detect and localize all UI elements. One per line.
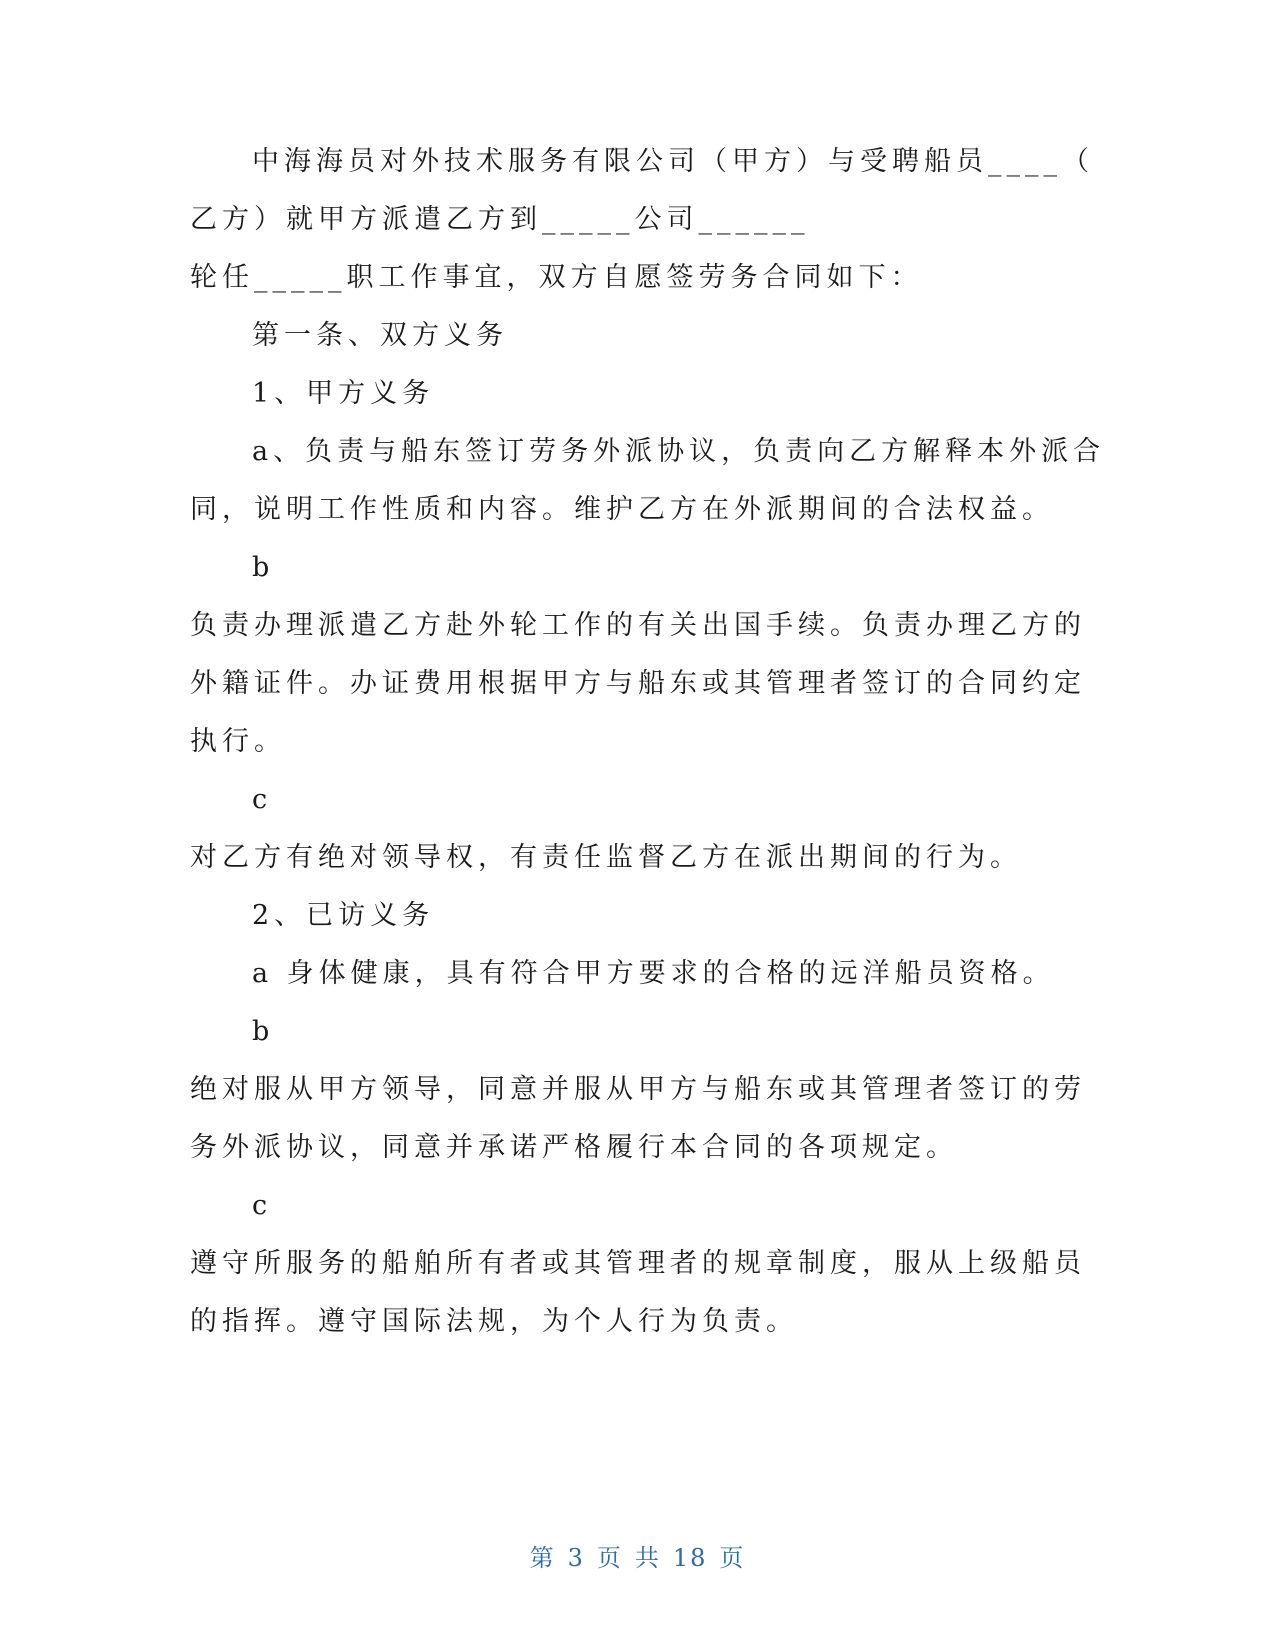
paragraph-line: 遵守所服务的船舶所有者或其管理者的规章制度，服从上级船员 bbox=[190, 1248, 1086, 1279]
item-marker: c bbox=[252, 1190, 273, 1221]
paragraph-line: a、负责与船东签订劳务外派协议，负责向乙方解释本外派合 bbox=[252, 436, 1106, 467]
subsection-heading: 2、已访义务 bbox=[252, 900, 435, 931]
page-footer bbox=[0, 1538, 1275, 1573]
footer-label-ye2: 页 bbox=[719, 1544, 746, 1572]
footer-total-pages: 18 bbox=[672, 1544, 708, 1572]
paragraph-line: 的指挥。遵守国际法规，为个人行为负责。 bbox=[190, 1306, 798, 1337]
footer-label-total: 共 bbox=[634, 1544, 661, 1572]
paragraph-line: 乙方）就甲方派遣乙方到_____公司______ bbox=[190, 204, 810, 235]
item-marker: c bbox=[252, 784, 273, 815]
footer-label-page: 第 bbox=[529, 1544, 556, 1572]
subsection-heading: 1、甲方义务 bbox=[252, 378, 435, 409]
paragraph-line: 轮任_____职工作事宜，双方自愿签劳务合同如下： bbox=[190, 262, 923, 293]
paragraph-line: 执行。 bbox=[190, 726, 286, 757]
paragraph-line: 对乙方有绝对领导权，有责任监督乙方在派出期间的行为。 bbox=[190, 842, 1022, 873]
item-marker: b bbox=[252, 552, 275, 583]
paragraph-line: 中海海员对外技术服务有限公司（甲方）与受聘船员____（ bbox=[252, 146, 1094, 177]
footer-current-page: 3 bbox=[567, 1544, 585, 1572]
paragraph-line: 负责办理派遣乙方赴外轮工作的有关出国手续。负责办理乙方的 bbox=[190, 610, 1086, 641]
item-marker: b bbox=[252, 1016, 275, 1047]
paragraph-line: 绝对服从甲方领导，同意并服从甲方与船东或其管理者签订的劳 bbox=[190, 1074, 1086, 1105]
footer-label-ye: 页 bbox=[596, 1544, 623, 1572]
paragraph-line: a 身体健康，具有符合甲方要求的合格的远洋船员资格。 bbox=[252, 958, 1055, 989]
section-heading: 第一条、双方义务 bbox=[252, 320, 508, 351]
paragraph-line: 务外派协议，同意并承诺严格履行本合同的各项规定。 bbox=[190, 1132, 958, 1163]
paragraph-line: 外籍证件。办证费用根据甲方与船东或其管理者签订的合同约定 bbox=[190, 668, 1086, 699]
paragraph-line: 同，说明工作性质和内容。维护乙方在外派期间的合法权益。 bbox=[190, 494, 1054, 525]
